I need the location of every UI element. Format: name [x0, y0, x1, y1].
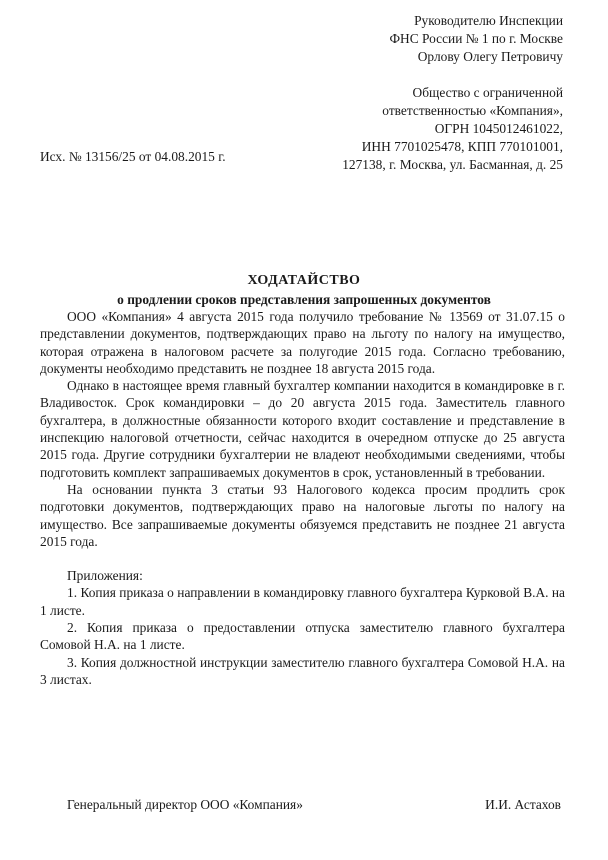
signatory-position: Генеральный директор ООО «Компания»	[67, 797, 303, 812]
document-body	[40, 308, 565, 688]
attachment-item: 2. Копия приказа о предоставлении отпуска заместителю главного бухгалтера Сомовой Н.А. на 1 листе.	[40, 620, 565, 653]
address-block	[342, 12, 563, 174]
sender-line: Общество с ограниченной	[412, 85, 563, 100]
signatory-name: И.И. Астахов	[485, 797, 561, 812]
document-subtitle: о продлении сроков представления запрошенных документов	[117, 292, 491, 307]
sender-line: ОГРН 1045012461022,	[434, 121, 563, 136]
sender-line: ИНН 7701025478, КПП 770101001,	[361, 139, 563, 154]
recipient-line: Руководителю Инспекции	[414, 13, 563, 28]
attachment-item: 3. Копия должностной инструкции заместителю главного бухгалтера Сомовой Н.А. на 3 листах.	[40, 654, 565, 687]
sender-line: 127138, г. Москва, ул. Басманная, д. 25	[342, 157, 563, 172]
outgoing-reference: Исх. № 13156/25 от 04.08.2015 г.	[40, 149, 226, 164]
attachment-item: 1. Копия приказа о направлении в командировку главного бухгалтера Курковой В.А. на 1 листе.	[40, 585, 565, 618]
attachments-heading: Приложения:	[67, 568, 143, 584]
recipient-line: ФНС России № 1 по г. Москве	[389, 31, 563, 46]
body-paragraph: ООО «Компания» 4 августа 2015 года получило требование № 13569 от 31.07.15 о представлении документов, подтверждающих право на льготу по налогу на имущество, которая отражена в налоговом расчете за полугодие 2015 года. Согласно требованию, документы необходимо представить не позднее 18 августа 2015 года.	[40, 309, 565, 376]
recipient-line: Орлову Олегу Петровичу	[417, 49, 563, 64]
body-paragraph: На основании пункта 3 статьи 93 Налогового кодекса просим продлить срок подготовки документов, подтверждающих право на налоговые льготы по налогу на имущество. Все запрашиваемые документы обязуемся представить не позднее 21 августа 2015 года.	[40, 481, 565, 549]
document-title: ХОДАТАЙСТВО	[247, 273, 361, 288]
body-paragraph: Однако в настоящее время главный бухгалтер компании находится в командировке в г. Владивосток. Срок командировки – до 20 августа 2015 года. Заместитель главного бухгалтера, в должностные обязанности которого входит составление и представление в инспекцию налоговой отчетности, сейчас находится в очередном отпуске до 25 августа 2015 года. Другие сотрудники бухгалтерии не владеют необходимыми сведениями, чтобы подготовить комплект запрашиваемых документов в срок, установленный в требовании.	[40, 378, 565, 480]
sender-line: ответственностью «Компания»,	[382, 103, 563, 118]
